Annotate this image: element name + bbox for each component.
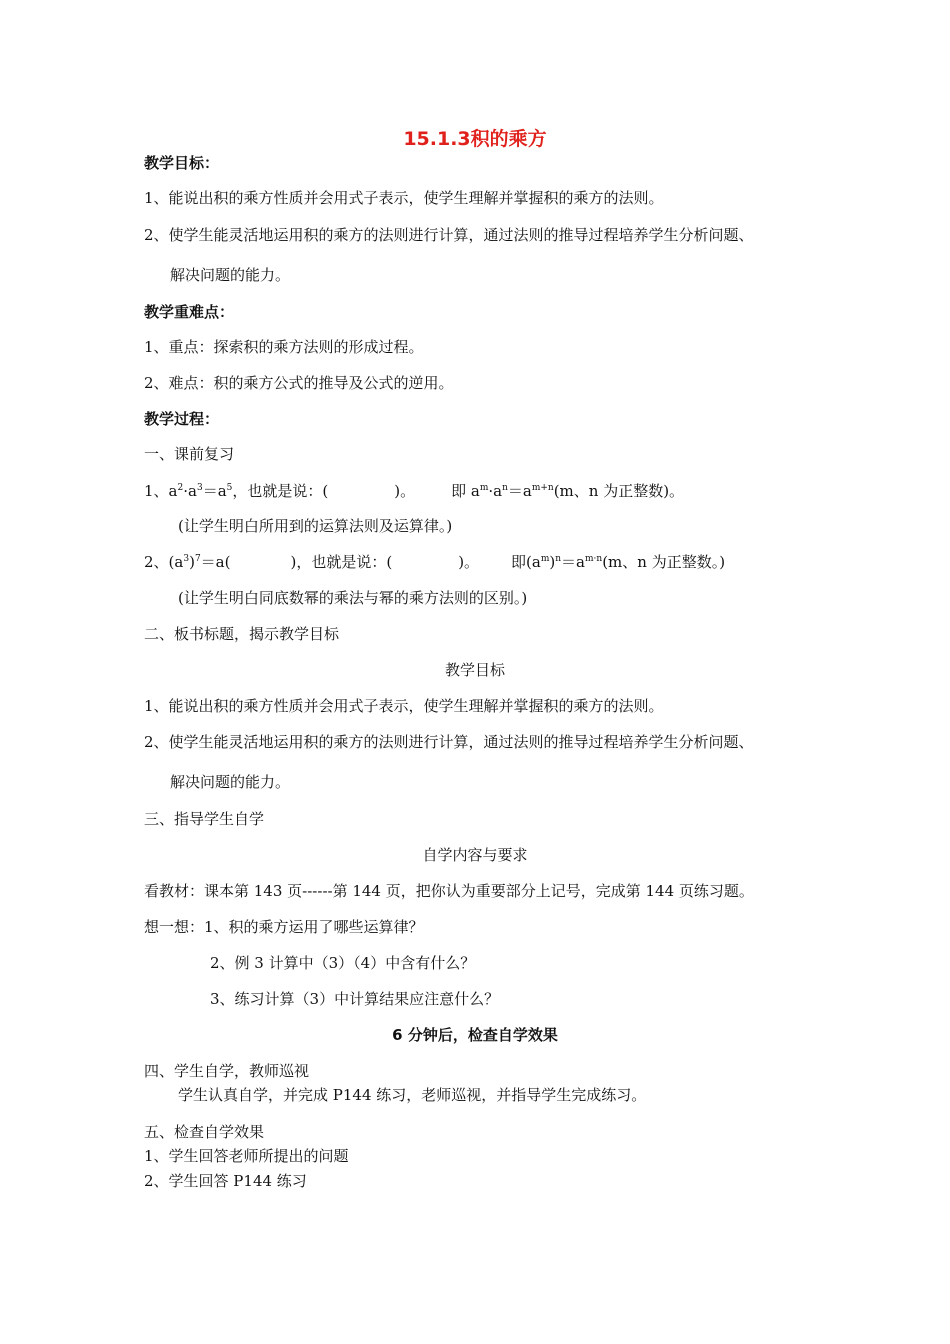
review-2-prefix: 2、(a — [144, 553, 184, 571]
keypoints-heading: 教学重难点： — [144, 303, 235, 321]
think-2: 2、例 3 计算中（3）（4）中含有什么？ — [210, 954, 476, 972]
goal-2-line-1: 2、使学生能灵活地运用积的乘方的法则进行计算，通过法则的推导过程培养学生分析问题、 — [144, 226, 754, 244]
step-4-detail: 学生认真自学，并完成 P144 练习，老师巡视，并指导学生完成练习。 — [178, 1086, 647, 1104]
exponent: 5 — [226, 483, 233, 493]
keypoint-1: 1、重点：探索积的乘方法则的形成过程。 — [144, 338, 424, 356]
check-notice: 6 分钟后，检查自学效果 — [392, 1026, 558, 1044]
board-goal-1: 1、能说出积的乘方性质并会用式子表示，使学生理解并掌握积的乘方的法则。 — [144, 697, 664, 715]
review-1-ji: 即 a — [451, 482, 480, 500]
think-1: 想一想：1、积的乘方运用了哪些运算律？ — [144, 918, 424, 936]
think-3: 3、练习计算（3）中计算结果应注意什么？ — [210, 990, 500, 1008]
step-5: 五、检查自学效果 — [144, 1123, 265, 1141]
review-2-say: )，也就是说：( — [290, 553, 393, 571]
goal-1: 1、能说出积的乘方性质并会用式子表示，使学生理解并掌握积的乘方的法则。 — [144, 189, 664, 207]
exponent: n — [555, 554, 562, 564]
review-2-formula — [144, 552, 725, 572]
review-1-note: (让学生明白所用到的运算法则及运算律。) — [178, 517, 453, 535]
review-2-close-3: )。 — [458, 553, 480, 571]
review-2-close-1: ) — [189, 553, 195, 571]
read-textbook: 看教材：课本第 143 页------第 144 页，把你认为重要部分上记号，完成第 144 页练习题。 — [144, 882, 754, 900]
exponent: 7 — [194, 554, 201, 564]
exponent: m — [479, 483, 489, 493]
exponent: m+n — [531, 483, 554, 493]
step-1: 一、课前复习 — [144, 445, 235, 463]
step-4: 四、学生自学，教师巡视 — [144, 1062, 310, 1080]
check-2: 2、学生回答 P144 练习 — [144, 1172, 307, 1190]
exponent: 3 — [196, 483, 203, 493]
review-2-tail: (m、n 为正整数。) — [602, 553, 726, 571]
exponent: n — [502, 483, 508, 493]
review-2-note: (让学生明白同底数幂的乘法与幂的乘方法则的区别。) — [178, 589, 528, 607]
self-study-title: 自学内容与要求 — [422, 846, 528, 864]
exponent: m — [540, 554, 550, 564]
process-heading: 教学过程： — [144, 410, 220, 428]
exponent: 3 — [183, 554, 190, 564]
step-2: 二、板书标题，揭示教学目标 — [144, 625, 340, 643]
review-1-dot-2: ·a — [488, 482, 503, 500]
keypoint-2: 2、难点：积的乘方公式的推导及公式的逆用。 — [144, 374, 454, 392]
step-3: 三、指导学生自学 — [144, 810, 265, 828]
check-1: 1、学生回答老师所提出的问题 — [144, 1147, 349, 1165]
board-goal-2-line-2: 解决问题的能力。 — [170, 773, 291, 791]
review-2-mid: ＝a( — [200, 553, 231, 571]
review-1-say: ，也就是说：( — [232, 482, 329, 500]
review-1-eq-2: ＝a — [507, 482, 532, 500]
goals-heading: 教学目标： — [144, 154, 220, 172]
goal-2-line-2: 解决问题的能力。 — [170, 266, 291, 284]
review-1-dot: ·a — [183, 482, 197, 500]
review-2-close-4: ) — [549, 553, 556, 571]
review-2-eq: ＝a — [561, 553, 585, 571]
review-1-formula — [144, 481, 684, 501]
page-title: 15.1.3积的乘方 — [403, 128, 547, 150]
board-title: 教学目标 — [444, 661, 505, 679]
board-goal-2-line-1: 2、使学生能灵活地运用积的乘方的法则进行计算，通过法则的推导过程培养学生分析问题、 — [144, 733, 754, 751]
review-1-tail: (m、n 为正整数)。 — [553, 482, 685, 500]
review-2-ji: 即(a — [511, 553, 541, 571]
review-1-prefix: 1、a — [144, 482, 178, 500]
review-1-close: )。 — [394, 482, 416, 500]
review-1-eq: ＝a — [202, 482, 227, 500]
exponent: m·n — [585, 554, 603, 564]
exponent: 2 — [177, 483, 184, 493]
